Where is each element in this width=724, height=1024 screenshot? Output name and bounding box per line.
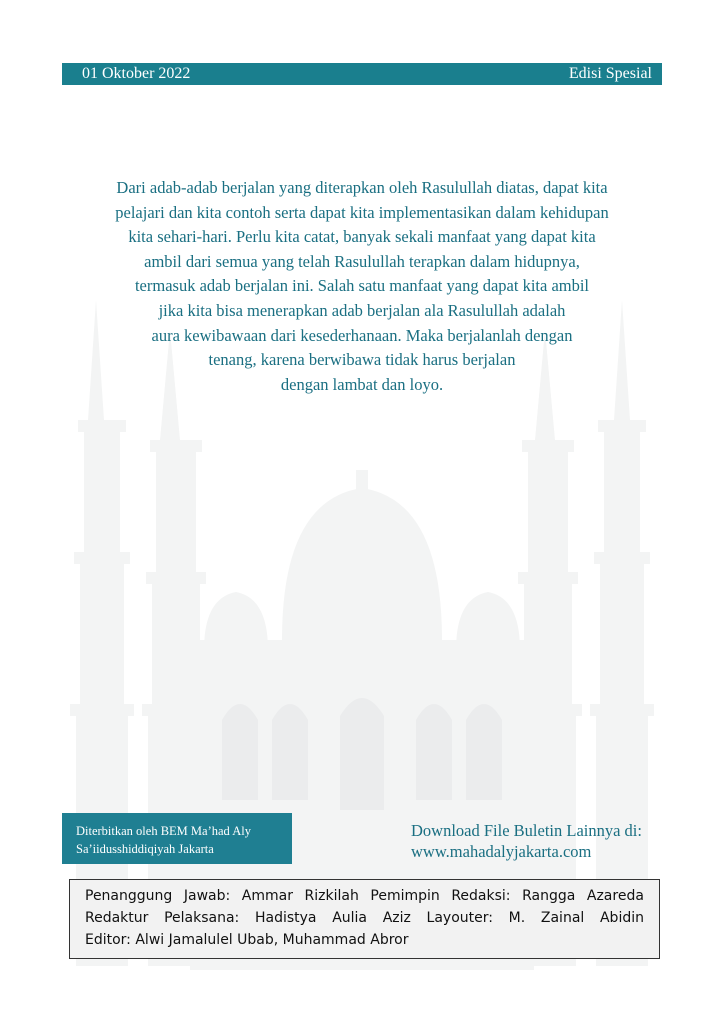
credits-word: Rizkilah (304, 888, 359, 904)
download-link[interactable]: www.mahadalyjakarta.com (411, 842, 592, 861)
article-body (62, 176, 662, 397)
credits-word: Azareda (586, 888, 644, 904)
credits-word: Pelaksana: (164, 910, 240, 926)
article-line: termasuk adab berjalan ini. Salah satu manfaat yang dapat kita ambil (134, 276, 590, 296)
issue-date: 01 Oktober 2022 (82, 65, 191, 82)
credits-word: Layouter: (426, 910, 493, 926)
credits-word: Rangga (522, 888, 576, 904)
publisher-line-1: Diterbitkan oleh BEM Ma’had Aly (76, 824, 251, 838)
credits-word: Hadistya (254, 910, 317, 926)
credits-word: Jawab: (183, 888, 231, 904)
article-line: dengan lambat dan loyo. (280, 374, 444, 394)
download-info (411, 820, 642, 862)
article-line: kita sehari-hari. Perlu kita catat, banyak sekali manfaat yang dapat kita (128, 227, 596, 247)
publisher-box (62, 813, 292, 864)
credits-line-3: Editor: Alwi Jamalulel Ubab, Muhammad Abror (85, 932, 409, 948)
credits-word: Aulia (332, 910, 367, 926)
credits-word: M. (508, 910, 526, 926)
article-line: aura kewibawaan dari kesederhanaan. Maka berjalanlah dengan (151, 325, 573, 345)
credits-word: Pemimpin (370, 888, 440, 904)
credits-word: Ammar (241, 888, 293, 904)
article-line: Dari adab-adab berjalan yang diterapkan oleh Rasulullah diatas, dapat kita (116, 178, 608, 197)
article-line: jika kita bisa menerapkan adab berjalan ala Rasulullah adalah (158, 300, 566, 320)
credits-word: Redaksi: (451, 888, 511, 904)
credits-line-2 (85, 907, 644, 929)
article-line: pelajari dan kita contoh serta dapat kita implementasikan dalam kehidupan (115, 202, 609, 222)
download-label: Download File Buletin Lainnya di: (411, 821, 642, 840)
credits-line-1 (85, 885, 644, 907)
credits-word: Redaktur (85, 910, 149, 926)
article-line: tenang, karena berwibawa tidak harus berjalan (208, 350, 516, 370)
credits-word: Penanggung (85, 888, 173, 904)
publisher-line-2: Sa’iidusshiddiqiyah Jakarta (76, 842, 214, 856)
credits-word: Abidin (599, 910, 644, 926)
credits-word: Aziz (382, 910, 411, 926)
header-bar (62, 63, 662, 85)
credits-box (69, 879, 660, 959)
edition-label: Edisi Spesial (568, 65, 652, 82)
article-line: ambil dari semua yang telah Rasulullah terapkan dalam hidupnya, (144, 251, 580, 271)
credits-word: Zainal (540, 910, 585, 926)
